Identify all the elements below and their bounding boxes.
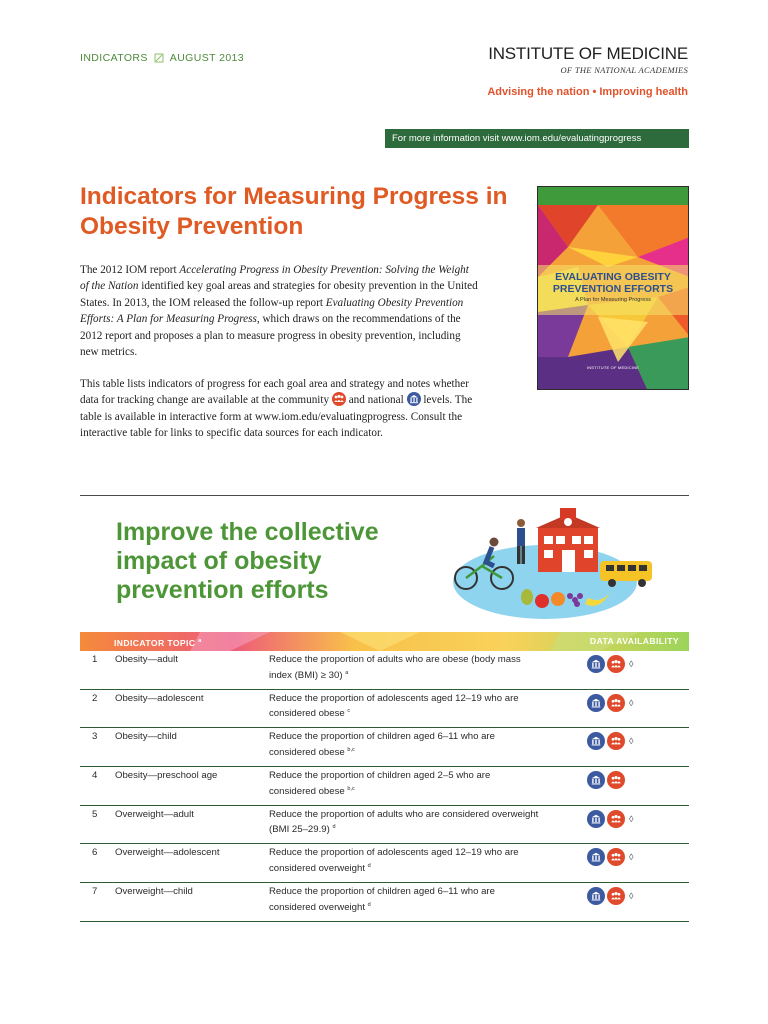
row-availability bbox=[587, 655, 633, 673]
table-header bbox=[80, 632, 689, 651]
row-topic: Obesity—child bbox=[115, 731, 177, 743]
national-data-icon bbox=[587, 848, 605, 866]
info-bar[interactable]: For more information visit www.iom.edu/evaluatingprogress bbox=[385, 129, 689, 148]
national-data-icon bbox=[587, 694, 605, 712]
national-data-icon bbox=[587, 771, 605, 789]
table-row bbox=[80, 651, 689, 690]
community-data-icon bbox=[607, 655, 625, 673]
community-data-icon bbox=[607, 848, 625, 866]
row-number: 4 bbox=[92, 770, 98, 782]
row-availability bbox=[587, 810, 633, 828]
community-data-icon bbox=[607, 694, 625, 712]
community-data-icon bbox=[607, 810, 625, 828]
table-row bbox=[80, 883, 689, 922]
report-cover-image bbox=[537, 186, 689, 390]
row-availability bbox=[587, 887, 633, 905]
availability-note-icon: ◊ bbox=[629, 659, 634, 669]
availability-note-icon: ◊ bbox=[629, 891, 634, 902]
org-name: INSTITUTE OF MEDICINE bbox=[488, 44, 688, 63]
national-data-icon bbox=[587, 732, 605, 750]
column-header-availability: DATA AVAILABILITY bbox=[589, 636, 679, 646]
row-description: Reduce the proportion of children aged 2–5 who are considered obese $^{b,c}$ bbox=[269, 770, 491, 797]
row-description: Reduce the proportion of children aged 6–11 who are considered overweight $^d$ bbox=[269, 886, 495, 913]
national-data-icon bbox=[587, 810, 605, 828]
community-icon bbox=[332, 392, 346, 406]
column-header-topic: INDICATOR TOPIC $^a$ bbox=[114, 637, 202, 648]
table-row bbox=[80, 806, 689, 845]
series-line bbox=[80, 52, 244, 64]
series-label: INDICATORS bbox=[80, 52, 148, 64]
community-data-icon bbox=[607, 887, 625, 905]
intro-paragraph-1: The 2012 IOM report Accelerating Progress in Obesity Prevention: Solving the Weight of the Nation identified key goal areas and strategies for obesity prevention in the United States. In 2013, the IOM released the follow-up report Evaluating Obesity Prevention Efforts: A Plan for Measuring Progress, which draws on the recommendations of the 2012 report and proposes a plan to measure progress in obesity prevention, including new metrics. bbox=[80, 264, 478, 359]
page-title: Indicators for Measuring Progress in Obesity Prevention bbox=[80, 183, 508, 240]
row-number: 3 bbox=[92, 731, 98, 743]
row-number: 6 bbox=[92, 847, 98, 859]
intro-paragraph-2: This table lists indicators of progress for each goal area and strategy and notes whether data for tracking change are available at the community and national levels. The table is available in interactive form at www.iom.edu/evaluatingprogress. Consult the interactive table for links to specific data sources for each indicator. bbox=[80, 378, 473, 440]
national-data-icon bbox=[587, 655, 605, 673]
row-number: 1 bbox=[92, 654, 98, 665]
row-availability bbox=[587, 848, 633, 866]
row-number: 2 bbox=[92, 692, 98, 704]
cover-publisher: INSTITUTE OF MEDICINE bbox=[586, 365, 640, 370]
row-availability bbox=[587, 771, 629, 789]
national-data-icon bbox=[587, 887, 605, 905]
section-divider bbox=[80, 495, 689, 496]
leaf-divider-icon bbox=[154, 53, 164, 63]
availability-note-icon: ◊ bbox=[629, 852, 634, 863]
iom-logo bbox=[487, 44, 688, 98]
cover-subtitle: A Plan for Measuring Progress bbox=[575, 297, 651, 303]
cover-title: EVALUATING OBESITY PREVENTION EFFORTS bbox=[552, 271, 674, 295]
row-description: Reduce the proportion of children aged 6–11 who are considered obese $^{b,c}$ bbox=[269, 731, 495, 759]
row-availability bbox=[587, 732, 633, 750]
section-heading: Improve the collective impact of obesity prevention efforts bbox=[116, 518, 379, 604]
date-label: AUGUST 2013 bbox=[169, 52, 245, 64]
table-row bbox=[80, 767, 689, 806]
indicator-table bbox=[80, 651, 689, 922]
community-illustration bbox=[450, 506, 660, 621]
row-topic: Obesity—adult bbox=[115, 654, 178, 665]
table-row bbox=[80, 728, 689, 767]
row-description: Reduce the proportion of adolescents aged 12–19 who are considered overweight $^d$ bbox=[269, 847, 519, 875]
row-topic: Overweight—adult bbox=[115, 808, 194, 820]
row-topic: Overweight—child bbox=[115, 886, 193, 898]
availability-note-icon: ◊ bbox=[629, 813, 634, 824]
row-availability bbox=[587, 694, 633, 712]
table-row bbox=[80, 844, 689, 883]
row-number: 7 bbox=[92, 886, 98, 898]
table-row bbox=[80, 690, 689, 729]
national-icon bbox=[407, 392, 421, 406]
community-data-icon bbox=[607, 771, 625, 789]
row-number: 5 bbox=[92, 808, 98, 820]
org-subname: OF THE NATIONAL ACADEMIES bbox=[560, 65, 688, 75]
row-description: Reduce the proportion of adults who are obese (body mass index (BMI) ≥ 30) $^a$ bbox=[269, 654, 521, 681]
row-topic: Obesity—adolescent bbox=[115, 692, 204, 704]
row-description: Reduce the proportion of adolescents aged 12–19 who are considered obese $^c$ bbox=[269, 692, 519, 720]
org-tagline: Advising the nation • Improving health bbox=[487, 86, 688, 98]
row-topic: Overweight—adolescent bbox=[115, 847, 220, 859]
community-data-icon bbox=[607, 732, 625, 750]
row-description: Reduce the proportion of adults who are considered overweight (BMI 25–29.9) $^d$ bbox=[269, 808, 539, 836]
availability-note-icon: ◊ bbox=[629, 697, 634, 708]
availability-note-icon: ◊ bbox=[629, 736, 634, 747]
row-topic: Obesity—preschool age bbox=[115, 770, 218, 782]
